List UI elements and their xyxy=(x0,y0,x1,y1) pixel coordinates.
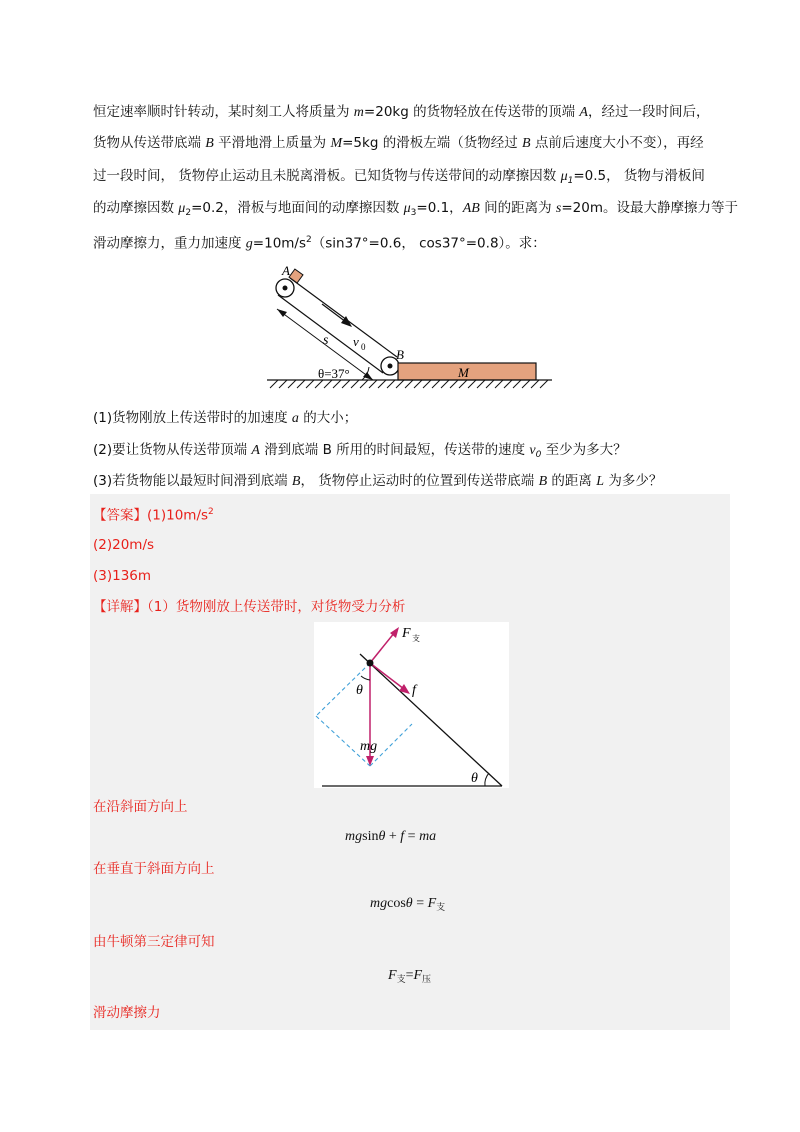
label-theta-floor: θ xyxy=(471,771,478,786)
problem-line-2: 货物从传送带底端 B 平滑地滑上质量为 M=5kg 的滑板左端（货物经过 B 点前后速度大小不变），再经 xyxy=(93,135,704,151)
answer-2: (2)20m/s xyxy=(93,537,155,553)
formula-2: $mgcos\theta = F_支$ xyxy=(370,896,446,912)
roller-bottom-dot xyxy=(388,364,393,369)
label-friction: f xyxy=(412,683,416,698)
question-1: (1)货物刚放上传送带时的加速度 a 的大小； xyxy=(93,410,358,426)
v0-arrowhead xyxy=(341,316,352,327)
roller-top-dot xyxy=(283,286,288,291)
label-m: M xyxy=(458,365,469,380)
answer-3: (3)136m xyxy=(93,568,152,584)
label-f-support: F xyxy=(402,626,411,641)
question-3: (3)若货物能以最短时间滑到底端 B， 货物停止运动时的位置到传送带底端 B 的距离 L 为多少？ xyxy=(93,473,663,489)
problem-line-1: 恒定速率顺时针转动，某时刻工人将质量为 m=20kg 的货物轻放在传送带的顶端 A，经过一段时间后， xyxy=(93,104,710,120)
label-theta: θ=37° xyxy=(318,366,350,381)
label-v: v xyxy=(353,334,359,349)
detail-intro: 【详解】（1）货物刚放上传送带时，对货物受力分析 xyxy=(93,599,406,615)
label-b: B xyxy=(396,347,404,362)
ground-hatch xyxy=(270,380,548,388)
problem-line-4: 的动摩擦因数 $\mu_2=0.2$，滑板与地面间的动摩擦因数 $\mu_3=0.1$，AB 间的距离为 s=20m。设最大静摩擦力等于 xyxy=(93,200,738,218)
step-newton-third: 由牛顿第三定律可知 xyxy=(93,934,215,950)
step-sliding-friction: 滑动摩擦力 xyxy=(93,1005,161,1021)
label-mg: mg xyxy=(360,739,378,754)
label-s: s xyxy=(323,333,329,348)
problem-line-3: 过一段时间， 货物停止运动且未脱离滑板。已知货物与传送带间的动摩擦因数 $\mu_1=0.5$， 货物与滑板间 xyxy=(93,168,705,186)
belt-line-bottom xyxy=(278,295,383,373)
formula-1: mgsinθ + f = ma xyxy=(345,829,437,844)
force-diagram xyxy=(314,622,509,788)
label-theta-point: θ xyxy=(356,683,363,698)
step-perpendicular: 在垂直于斜面方向上 xyxy=(93,861,215,877)
label-a: A xyxy=(282,263,290,278)
label-v-sub: 0 xyxy=(361,342,366,352)
formula-3: $F_支=F_压$ xyxy=(388,968,432,984)
answer-1: 【答案】$(1)10m/s^2$ xyxy=(93,507,214,524)
problem-line-5: 滑动摩擦力，重力加速度 $g=10m/s^2(\sin 37^\circ=0.6$， cos37°=0.8）。求： xyxy=(93,235,546,252)
cargo-point xyxy=(367,660,374,667)
belt-line-top xyxy=(290,278,397,357)
force-diagram-bg xyxy=(314,622,509,788)
question-2: (2)要让货物从传送带顶端 A 滑到底端 B 所用的时间最短，传送带的速度 $v_0$ 至少为多大？ xyxy=(93,442,627,460)
conveyor-figure xyxy=(262,262,552,394)
step-along-incline: 在沿斜面方向上 xyxy=(93,799,188,815)
label-f-support-sub: 支 xyxy=(412,634,420,643)
